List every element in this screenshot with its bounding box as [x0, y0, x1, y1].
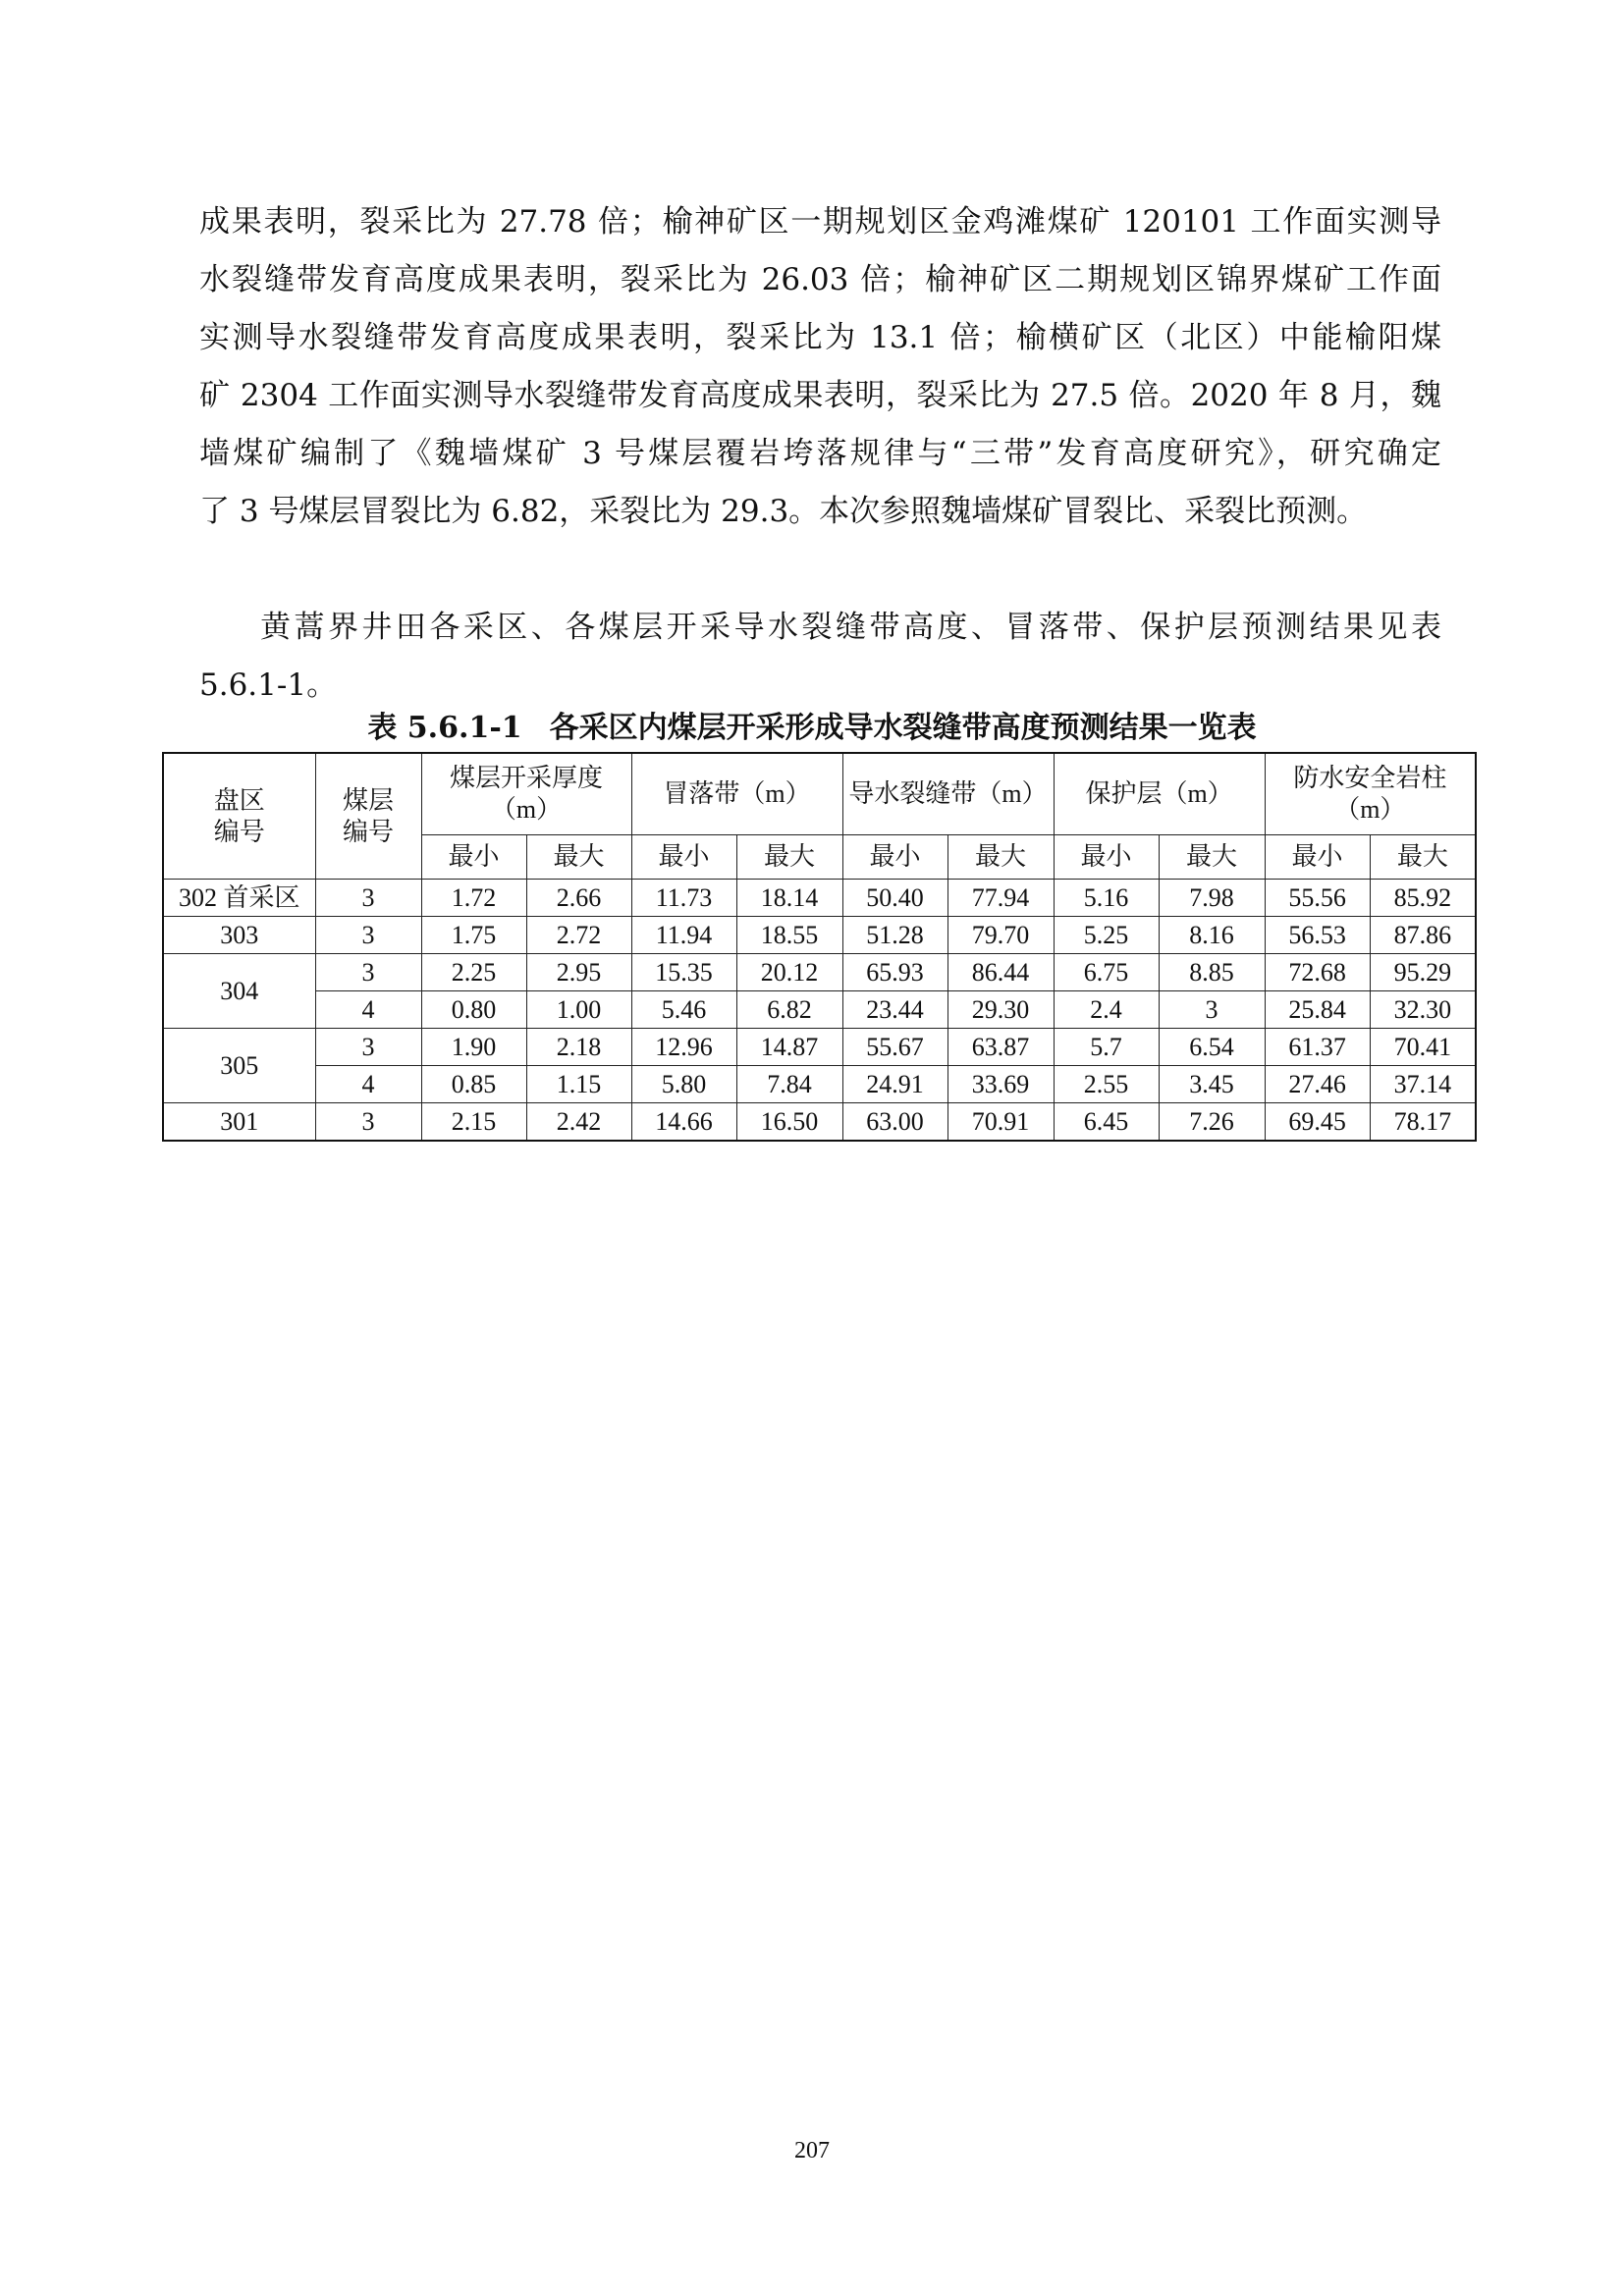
cell-value: 2.72	[526, 917, 631, 954]
cell-value: 1.00	[526, 991, 631, 1029]
cell-value: 65.93	[842, 954, 947, 991]
cell-value: 77.94	[947, 880, 1054, 917]
cell-district: 304	[163, 954, 315, 1029]
cell-seam: 3	[315, 1029, 421, 1066]
header-min: 最小	[631, 835, 736, 880]
cell-value: 79.70	[947, 917, 1054, 954]
cell-value: 0.80	[421, 991, 526, 1029]
cell-value: 61.37	[1265, 1029, 1370, 1066]
paragraph-line: 成果表明，裂采比为 27.78 倍；榆神矿区一期规划区金鸡滩煤矿 120101 工作面实测导	[199, 204, 1441, 240]
header-min: 最小	[842, 835, 947, 880]
cell-value: 27.46	[1265, 1066, 1370, 1103]
cell-value: 14.66	[631, 1103, 736, 1142]
header-district: 盘区 编号	[163, 753, 315, 880]
cell-value: 5.25	[1054, 917, 1159, 954]
cell-value: 2.95	[526, 954, 631, 991]
header-caving-zone: 冒落带（m）	[631, 753, 842, 835]
cell-value: 23.44	[842, 991, 947, 1029]
body-paragraph-2	[199, 599, 1441, 715]
cell-value: 2.4	[1054, 991, 1159, 1029]
table-row	[163, 1066, 1476, 1103]
table-row	[163, 991, 1476, 1029]
header-max: 最大	[1370, 835, 1476, 880]
cell-value: 15.35	[631, 954, 736, 991]
cell-value: 70.41	[1370, 1029, 1476, 1066]
cell-value: 78.17	[1370, 1103, 1476, 1142]
cell-value: 5.7	[1054, 1029, 1159, 1066]
paragraph-line: 5.6.1-1。	[199, 667, 338, 703]
cell-value: 69.45	[1265, 1103, 1370, 1142]
table-row	[163, 1103, 1476, 1142]
cell-value: 18.55	[736, 917, 842, 954]
cell-value: 2.66	[526, 880, 631, 917]
cell-value: 2.18	[526, 1029, 631, 1066]
paragraph-line: 水裂缝带发育高度成果表明，裂采比为 26.03 倍；榆神矿区二期规划区锦界煤矿工作面	[199, 262, 1441, 297]
cell-district: 305	[163, 1029, 315, 1103]
cell-value: 25.84	[1265, 991, 1370, 1029]
prediction-table	[162, 752, 1477, 1142]
cell-value: 1.72	[421, 880, 526, 917]
cell-value: 87.86	[1370, 917, 1476, 954]
cell-value: 6.82	[736, 991, 842, 1029]
cell-value: 24.91	[842, 1066, 947, 1103]
cell-value: 70.91	[947, 1103, 1054, 1142]
table-row	[163, 1029, 1476, 1066]
cell-district: 302 首采区	[163, 880, 315, 917]
header-seam: 煤层 编号	[315, 753, 421, 880]
cell-value: 29.30	[947, 991, 1054, 1029]
cell-value: 7.98	[1159, 880, 1265, 917]
cell-value: 11.94	[631, 917, 736, 954]
cell-value: 50.40	[842, 880, 947, 917]
cell-value: 6.45	[1054, 1103, 1159, 1142]
cell-value: 16.50	[736, 1103, 842, 1142]
cell-value: 85.92	[1370, 880, 1476, 917]
table-caption-title: 各采区内煤层开采形成导水裂缝带高度预测结果一览表	[549, 711, 1257, 745]
cell-value: 1.15	[526, 1066, 631, 1103]
header-fracture-zone: 导水裂缝带（m）	[842, 753, 1054, 835]
cell-value: 33.69	[947, 1066, 1054, 1103]
cell-value: 3.45	[1159, 1066, 1265, 1103]
paragraph-line: 墙煤矿编制了《魏墙煤矿 3 号煤层覆岩垮落规律与“三带”发育高度研究》，研究确定	[199, 436, 1441, 471]
cell-value: 12.96	[631, 1029, 736, 1066]
cell-value: 7.26	[1159, 1103, 1265, 1142]
header-max: 最大	[736, 835, 842, 880]
cell-value: 5.80	[631, 1066, 736, 1103]
table-caption	[0, 709, 1624, 748]
cell-value: 72.68	[1265, 954, 1370, 991]
cell-seam: 3	[315, 917, 421, 954]
header-max: 最大	[1159, 835, 1265, 880]
cell-value: 5.46	[631, 991, 736, 1029]
header-protective-layer: 保护层（m）	[1054, 753, 1265, 835]
page-number: 207	[794, 2138, 830, 2163]
header-thickness: 煤层开采厚度 （m）	[421, 753, 631, 835]
cell-value: 8.85	[1159, 954, 1265, 991]
header-min: 最小	[421, 835, 526, 880]
cell-value: 51.28	[842, 917, 947, 954]
table-row	[163, 917, 1476, 954]
cell-value: 63.00	[842, 1103, 947, 1142]
cell-value: 1.75	[421, 917, 526, 954]
body-paragraph-1	[199, 193, 1441, 541]
table-row	[163, 954, 1476, 991]
cell-value: 14.87	[736, 1029, 842, 1066]
cell-value: 11.73	[631, 880, 736, 917]
paragraph-line: 黄蒿界井田各采区、各煤层开采导水裂缝带高度、冒落带、保护层预测结果见表	[260, 610, 1441, 645]
cell-value: 2.15	[421, 1103, 526, 1142]
cell-value: 55.56	[1265, 880, 1370, 917]
table-caption-number: 表 5.6.1-1	[367, 711, 522, 745]
cell-value: 20.12	[736, 954, 842, 991]
header-max: 最大	[526, 835, 631, 880]
paragraph-line: 实测导水裂缝带发育高度成果表明，裂采比为 13.1 倍；榆横矿区（北区）中能榆阳煤	[199, 320, 1441, 355]
cell-value: 5.16	[1054, 880, 1159, 917]
table-row	[163, 880, 1476, 917]
cell-value: 6.75	[1054, 954, 1159, 991]
header-min: 最小	[1054, 835, 1159, 880]
cell-value: 0.85	[421, 1066, 526, 1103]
cell-district: 303	[163, 917, 315, 954]
header-max: 最大	[947, 835, 1054, 880]
cell-value: 7.84	[736, 1066, 842, 1103]
cell-value: 95.29	[1370, 954, 1476, 991]
cell-value: 2.55	[1054, 1066, 1159, 1103]
cell-value: 37.14	[1370, 1066, 1476, 1103]
cell-value: 56.53	[1265, 917, 1370, 954]
header-safety-pillar: 防水安全岩柱 （m）	[1265, 753, 1476, 835]
cell-value: 55.67	[842, 1029, 947, 1066]
cell-value: 1.90	[421, 1029, 526, 1066]
cell-value: 2.42	[526, 1103, 631, 1142]
cell-value: 6.54	[1159, 1029, 1265, 1066]
cell-value: 8.16	[1159, 917, 1265, 954]
cell-seam: 4	[315, 1066, 421, 1103]
cell-value: 2.25	[421, 954, 526, 991]
cell-value: 86.44	[947, 954, 1054, 991]
header-min: 最小	[1265, 835, 1370, 880]
paragraph-line: 了 3 号煤层冒裂比为 6.82，采裂比为 29.3。本次参照魏墙煤矿冒裂比、采裂比预测。	[199, 494, 1368, 529]
cell-value: 3	[1159, 991, 1265, 1029]
cell-district: 301	[163, 1103, 315, 1142]
cell-seam: 3	[315, 880, 421, 917]
cell-value: 32.30	[1370, 991, 1476, 1029]
cell-value: 63.87	[947, 1029, 1054, 1066]
cell-seam: 4	[315, 991, 421, 1029]
cell-value: 18.14	[736, 880, 842, 917]
paragraph-line: 矿 2304 工作面实测导水裂缝带发育高度成果表明，裂采比为 27.5 倍。2020 年 8 月，魏	[199, 378, 1441, 413]
cell-seam: 3	[315, 954, 421, 991]
cell-seam: 3	[315, 1103, 421, 1142]
